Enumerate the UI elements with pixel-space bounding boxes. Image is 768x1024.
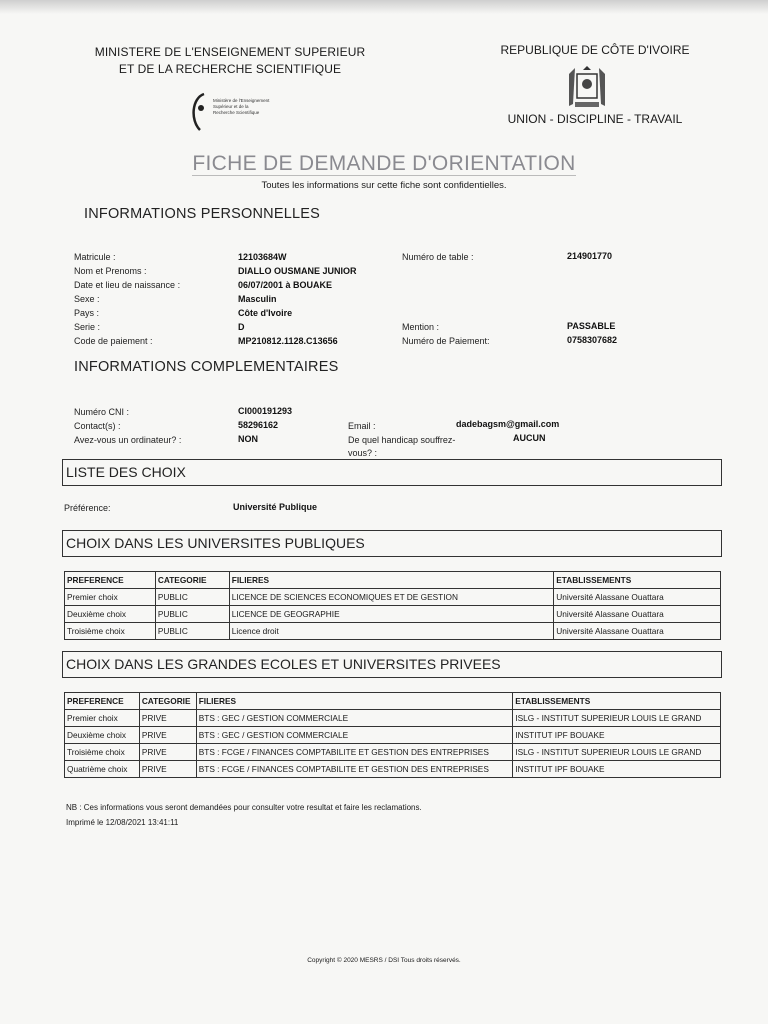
preference-value: Université Publique (233, 502, 318, 512)
public-choices-table (64, 571, 721, 640)
table-cell: LICENCE DE GEOGRAPHIE (229, 606, 554, 623)
confidentiality-note: Toutes les informations sur cette fiche sont confidentielles. (261, 180, 507, 191)
nb-note: NB : Ces informations vous seront demandées pour consulter votre resultat et faire les reclamations. (66, 803, 422, 812)
table-row (65, 710, 721, 727)
handicap-label-line-1: De quel handicap souffrez- (348, 435, 456, 445)
payment-number-value: 0758307682 (567, 335, 618, 345)
cni-label: Numéro CNI : (74, 407, 130, 417)
table-cell: Premier choix (65, 710, 140, 727)
ministry-line-2: ET DE LA RECHERCHE SCIENTIFIQUE (118, 62, 342, 76)
print-date: Imprimé le 12/08/2021 13:41:11 (66, 818, 179, 827)
table-number-value: 214901770 (567, 251, 613, 261)
payment-code-value: MP210812.1128.C13656 (238, 336, 338, 346)
table-row (65, 727, 721, 744)
national-motto: UNION - DISCIPLINE - TRAVAIL (507, 112, 683, 126)
table-cell: ISLG - INSTITUT SUPERIEUR LOUIS LE GRAND (513, 744, 721, 761)
matricule-value: 12103684W (238, 252, 287, 262)
table-row (65, 623, 721, 640)
column-header: CATEGORIE (155, 572, 229, 589)
complementary-info-heading: INFORMATIONS COMPLEMENTAIRES (74, 359, 339, 375)
table-cell: PRIVE (139, 744, 196, 761)
table-row (65, 606, 721, 623)
column-header: FILIERES (196, 693, 513, 710)
table-cell: Licence droit (229, 623, 554, 640)
ministry-logo (188, 90, 288, 134)
column-header: ETABLISSEMENTS (513, 693, 721, 710)
coat-of-arms-icon (565, 64, 609, 112)
personal-info-heading: INFORMATIONS PERSONNELLES (84, 206, 320, 222)
table-cell: INSTITUT IPF BOUAKE (513, 761, 721, 778)
preference-label: Préférence: (64, 503, 111, 513)
table-row (65, 761, 721, 778)
column-header: ETABLISSEMENTS (554, 572, 721, 589)
ministry-logo-icon (188, 90, 212, 134)
public-choices-heading: CHOIX DANS LES UNIVERSITES PUBLIQUES (62, 530, 722, 557)
payment-number-label: Numéro de Paiement: (402, 336, 490, 346)
sex-label: Sexe : (74, 294, 100, 304)
matricule-label: Matricule : (74, 252, 116, 262)
name-label: Nom et Prenoms : (74, 266, 147, 276)
contact-label: Contact(s) : (74, 421, 121, 431)
table-cell: Troisième choix (65, 744, 140, 761)
ministry-line-1: MINISTERE DE L'ENSEIGNEMENT SUPERIEUR (94, 45, 366, 59)
table-cell: BTS : GEC / GESTION COMMERCIALE (196, 727, 513, 744)
table-cell: Deuxième choix (65, 606, 156, 623)
table-cell: ISLG - INSTITUT SUPERIEUR LOUIS LE GRAND (513, 710, 721, 727)
table-cell: BTS : FCGE / FINANCES COMPTABILITE ET GESTION DES ENTREPRISES (196, 744, 513, 761)
table-cell: Université Alassane Ouattara (554, 589, 721, 606)
private-choices-heading: CHOIX DANS LES GRANDES ECOLES ET UNIVERSITES PRIVEES (62, 651, 722, 678)
table-cell: PUBLIC (155, 589, 229, 606)
serie-value: D (238, 322, 245, 332)
birth-label: Date et lieu de naissance : (74, 280, 181, 290)
table-cell: PUBLIC (155, 623, 229, 640)
sex-value: Masculin (238, 294, 277, 304)
column-header: PREFERENCE (65, 572, 156, 589)
mention-label: Mention : (402, 322, 440, 332)
table-cell: INSTITUT IPF BOUAKE (513, 727, 721, 744)
computer-value: NON (238, 434, 258, 444)
table-row (65, 744, 721, 761)
table-cell: BTS : GEC / GESTION COMMERCIALE (196, 710, 513, 727)
computer-label: Avez-vous un ordinateur? : (74, 435, 182, 445)
birth-value: 06/07/2001 à BOUAKE (238, 280, 333, 290)
table-cell: Université Alassane Ouattara (554, 606, 721, 623)
private-choices-table (64, 692, 721, 778)
table-cell: PUBLIC (155, 606, 229, 623)
payment-code-label: Code de paiement : (74, 336, 153, 346)
choices-list-heading: LISTE DES CHOIX (62, 459, 722, 486)
column-header: FILIERES (229, 572, 554, 589)
scan-shadow (0, 0, 768, 14)
column-header: CATEGORIE (139, 693, 196, 710)
table-row (65, 589, 721, 606)
table-number-label: Numéro de table : (402, 252, 474, 262)
contact-value: 58296162 (238, 420, 279, 430)
email-label: Email : (348, 421, 376, 431)
serie-label: Serie : (74, 322, 101, 332)
table-cell: Quatrième choix (65, 761, 140, 778)
handicap-label-line-2: vous? : (348, 448, 378, 458)
ministry-logo-text: Ministère de l'Enseignement Supérieur et de la Recherche Scientifique (213, 98, 270, 115)
country-label: Pays : (74, 308, 100, 318)
email-value: dadebagsm@gmail.com (456, 419, 560, 429)
cni-value: CI000191293 (238, 406, 293, 416)
table-cell: LICENCE DE SCIENCES ECONOMIQUES ET DE GESTION (229, 589, 554, 606)
table-header-row (65, 693, 721, 710)
table-cell: Troisième choix (65, 623, 156, 640)
mention-value: PASSABLE (567, 321, 616, 331)
table-cell: Université Alassane Ouattara (554, 623, 721, 640)
ministry-header (60, 44, 400, 78)
table-cell: BTS : FCGE / FINANCES COMPTABILITE ET GESTION DES ENTREPRISES (196, 761, 513, 778)
table-cell: PRIVE (139, 727, 196, 744)
republic-header: REPUBLIQUE DE CÔTE D'IVOIRE (500, 43, 690, 57)
table-cell: Deuxième choix (65, 727, 140, 744)
table-cell: Premier choix (65, 589, 156, 606)
copyright: Copyright © 2020 MESRS / DSI Tous droits réservés. (307, 957, 461, 964)
table-cell: PRIVE (139, 710, 196, 727)
table-header-row (65, 572, 721, 589)
country-value: Côte d'Ivoire (238, 308, 293, 318)
table-cell: PRIVE (139, 761, 196, 778)
form-title: FICHE DE DEMANDE D'ORIENTATION (192, 152, 576, 175)
column-header: PREFERENCE (65, 693, 140, 710)
name-value: DIALLO OUSMANE JUNIOR (238, 266, 357, 276)
handicap-value: AUCUN (513, 433, 546, 443)
